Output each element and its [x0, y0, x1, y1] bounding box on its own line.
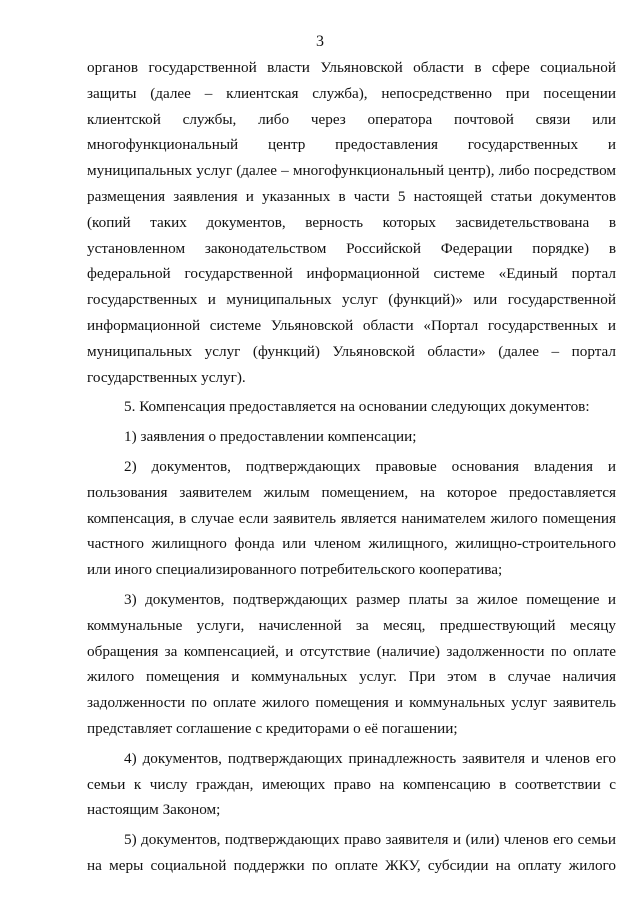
paragraph-item-5-5: 5) документов, подтверждающих право заявителя и (или) членов его семьи на меры социальной поддержки по оплате ЖКУ, субсидии на оплату жилого [87, 831, 616, 874]
paragraph-item-5-3: 3) документов, подтверждающих размер платы за жилое помещение и коммунальные услуги, начисленной за месяц, предшествующий месяцу обращения за компенсацией, и отсутствие (наличие) задолженности по оплате жилого помещения и коммунальных услуг. При этом в случае наличия задолженности по оплате жилого помещения и коммунальных услуг заявитель представляет соглашение с кредиторами о её погашении; [87, 590, 616, 737]
paragraph-1: органов государственной власти Ульяновской области в сфере социальной защиты (далее – клиентская служба), непосредственно при посещении клиентской службы, либо через оператора почтовой связи или многофункциональный центр предоставления государственных и муниципальных услуг (далее – многофункциональный центр), либо посредством размещения заявления и указанных в части 5 настоящей статьи документов (копий таких документов, верность которых засвидетельствована в установленном законодательством Российской Федерации порядке) в федеральной государственной информационной системе «Единый портал государственных и муниципальных услуг (функций)» или государственной информационной системе Ульяновской области «Портал государственных и муниципальных услуг (функций) Ульяновской области» (далее – портал государственных услуг). [87, 59, 616, 386]
paragraph-item-5-1: 1) заявления о предоставлении компенсации; [124, 428, 417, 446]
paragraph-item-5-4: 4) документов, подтверждающих принадлежность заявителя и членов его семьи к числу граждан, имеющих право на компенсацию в соответствии с настоящим Законом; [87, 749, 616, 819]
paragraph-item-5: 5. Компенсация предоставляется на основании следующих документов: [124, 398, 590, 416]
paragraph-item-5-2: 2) документов, подтверждающих правовые основания владения и пользования заявителем жилым помещением, на которое предоставляется компенсация, в случае если заявитель является нанимателем жилого помещения частного жилищного фонда или членом жилищного, жилищно-строительного или иного специализированного потребительского кооператива; [87, 457, 616, 579]
page-number: 3 [316, 33, 324, 50]
document-body [87, 55, 616, 879]
